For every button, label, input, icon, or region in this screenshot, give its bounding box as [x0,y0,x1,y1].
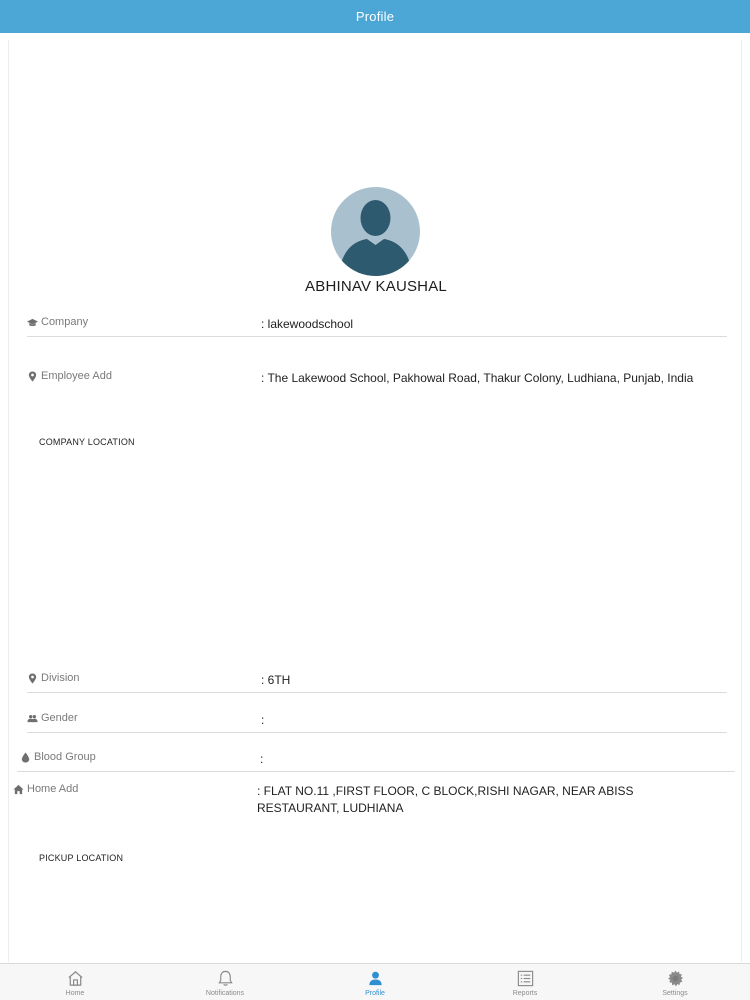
person-silhouette-icon [331,187,420,276]
person-icon [366,969,385,988]
divider [17,771,735,772]
gender-label-text: Gender [41,712,78,724]
tab-home[interactable] [0,964,150,1000]
gender-label [27,712,78,724]
blood-group-label-text: Blood Group [34,751,96,763]
division-value: : 6TH [261,673,291,687]
home-add-label-text: Home Add [27,783,79,795]
blood-drop-icon [20,752,31,763]
employee-add-value: : The Lakewood School, Pakhowal Road, Thakur Colony, Ludhiana, Punjab, India [261,371,694,385]
employee-add-label [27,370,112,382]
tab-reports-label: Reports [512,990,538,997]
page-title: Profile [355,9,395,24]
tab-notifications[interactable] [150,964,300,1000]
company-label-text: Company [41,316,89,328]
divider [27,732,727,733]
divider [27,692,727,693]
bell-icon [216,969,235,988]
tab-profile-label: Profile [365,990,385,997]
tab-profile[interactable] [300,964,450,1000]
tab-settings-label: Settings [662,990,688,997]
graduation-cap-icon [27,317,38,328]
list-icon [516,969,535,988]
company-location-title: COMPANY LOCATION [39,437,135,447]
users-icon [27,713,38,724]
avatar [331,187,420,276]
home-add-label [13,783,78,795]
home-icon [13,784,24,795]
gear-icon [666,969,685,988]
gender-value: : [261,713,265,727]
map-pin-icon [27,673,38,684]
pickup-location-title: PICKUP LOCATION [39,853,124,863]
employee-add-label-text: Employee Add [41,370,112,382]
division-label [27,672,80,684]
tab-notifications-label: Notifications [205,990,245,997]
map-pin-icon [27,371,38,382]
company-value: : lakewoodschool [261,317,354,331]
tab-reports[interactable] [450,964,600,1000]
profile-content[interactable] [8,40,742,962]
tab-home-label: Home [65,990,85,997]
division-label-text: Division [41,672,80,684]
blood-group-value: : [260,752,264,766]
home-add-value: : FLAT NO.11 ,FIRST FLOOR, C BLOCK,RISHI NAGAR, NEAR ABISS RESTAURANT, LUDHIANA [257,784,634,815]
divider [27,336,727,337]
home-icon [66,969,85,988]
tab-settings[interactable] [600,964,750,1000]
company-label [27,316,88,328]
profile-name: ABHINAV KAUSHAL [305,278,447,295]
blood-group-label [20,751,96,763]
tab-bar [0,963,750,1000]
nav-bar [0,0,750,33]
